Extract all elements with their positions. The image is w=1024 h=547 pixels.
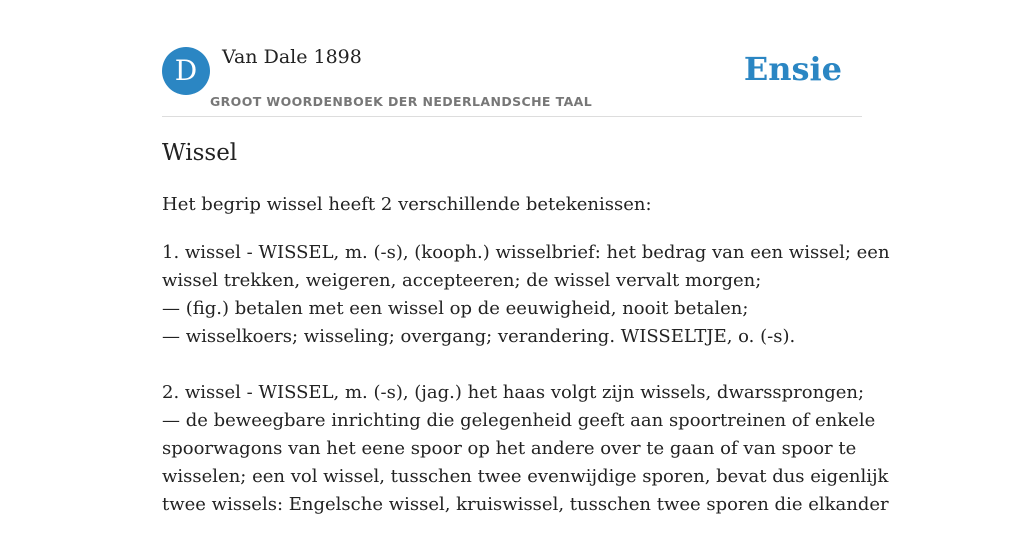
definition-line: wisselen; een vol wissel, tusschen twee evenwijdige sporen, bevat dus eigenlijk: [162, 466, 889, 487]
page-title: Wissel: [162, 140, 238, 166]
intro-text: Het begrip wissel heeft 2 verschillende betekenissen:: [162, 194, 652, 215]
definition-line: — (fig.) betalen met een wissel op de eeuwigheid, nooit betalen;: [162, 298, 749, 319]
dictionary-logo-icon[interactable]: D: [162, 47, 210, 95]
definition-line: — de beweegbare inrichting die gelegenheid geeft aan spoortreinen of enkele: [162, 410, 876, 431]
brand-logo[interactable]: Ensie: [743, 50, 842, 88]
definition-line: 1. wissel - WISSEL, m. (-s), (kooph.) wisselbrief: het bedrag van een wissel; een: [162, 242, 890, 263]
definition-line: wissel trekken, weigeren, accepteeren; de wissel vervalt morgen;: [162, 270, 762, 291]
definition-line: — wisselkoers; wisseling; overgang; verandering. WISSELTJE, o. (-s).: [162, 326, 796, 347]
dictionary-title[interactable]: Van Dale 1898: [222, 46, 362, 68]
definition-entry-2: [162, 379, 889, 519]
definition-line: twee wissels: Engelsche wissel, kruiswissel, tusschen twee sporen die elkander: [162, 494, 889, 515]
definition-entry-1: [162, 239, 890, 351]
header: [162, 44, 862, 117]
dictionary-subtitle: GROOT WOORDENBOEK DER NEDERLANDSCHE TAAL: [210, 94, 593, 109]
definition-list: [162, 239, 890, 547]
definition-line: 2. wissel - WISSEL, m. (-s), (jag.) het haas volgt zijn wissels, dwarssprongen;: [162, 382, 865, 403]
definition-line: spoorwagons van het eene spoor op het andere over te gaan of van spoor te: [162, 438, 857, 459]
